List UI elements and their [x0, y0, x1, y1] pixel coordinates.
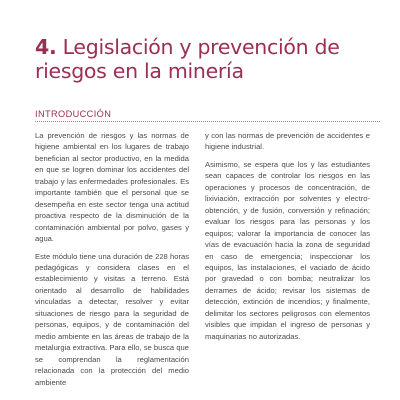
section-heading: INTRODUCCIÓN — [35, 109, 112, 119]
section-divider — [35, 121, 380, 122]
chapter-number: 4. — [35, 35, 57, 59]
right-text-column — [205, 130, 370, 348]
chapter-title — [35, 35, 380, 83]
right-paragraph-2: Asimismo, se espera que los y las estudiantes sean capaces de controlar los riesgos en las operaciones y procesos de concentración, de lixiviación, extracción por solventes y electro-obtención, y de fusión, conversión y refinación; evaluar los riesgos para las personas y los equipos; valorar la importancia de conocer las vías de evacuación hacia la zona de seguridad en caso de emergencia; inspeccionar los equipos, las instalaciones, el vaciado de ácido por gravedad o con bomba; neutralizar los derrames de ácido; revisar los sistemas de detección, extinción de incendios; y finalmente, delimitar los sectores peligrosos con elementos visibles que impidan el ingreso de personas y maquinarias no autorizadas. — [205, 159, 370, 341]
chapter-title-text: Legislación y prevención de riesgos en la minería — [35, 35, 340, 83]
right-paragraph-1: y con las normas de prevención de accidentes e higiene industrial. — [205, 131, 370, 152]
left-text-column — [35, 130, 189, 394]
left-paragraph-1: La prevención de riesgos y las normas de higiene ambiental en los lugares de trabajo benefician al sector productivo, en la medida en que se logren dominar los accidentes del trabajo y las enfermedades profesionales. Es importante también que el personal que se desempeña en este sector tenga una actitud proactiva respecto de la disminución de la contaminación ambiental por polvo, gases y agua. — [35, 131, 189, 244]
left-paragraph-2: Este módulo tiene una duración de 228 horas pedagógicas y considera clases en el establecimiento y visitas a terreno. Está orientado al desarrollo de habilidades vinculadas a detectar, resolver y evitar situaciones de riesgo para la seguridad de personas, equipos, y de contaminación del medio ambiente en las áreas de trabajo de la metalurgia extractiva. Para ello, se busca que se comprendan la reglamentación relacionada con la protección del medio ambiente — [35, 251, 189, 387]
